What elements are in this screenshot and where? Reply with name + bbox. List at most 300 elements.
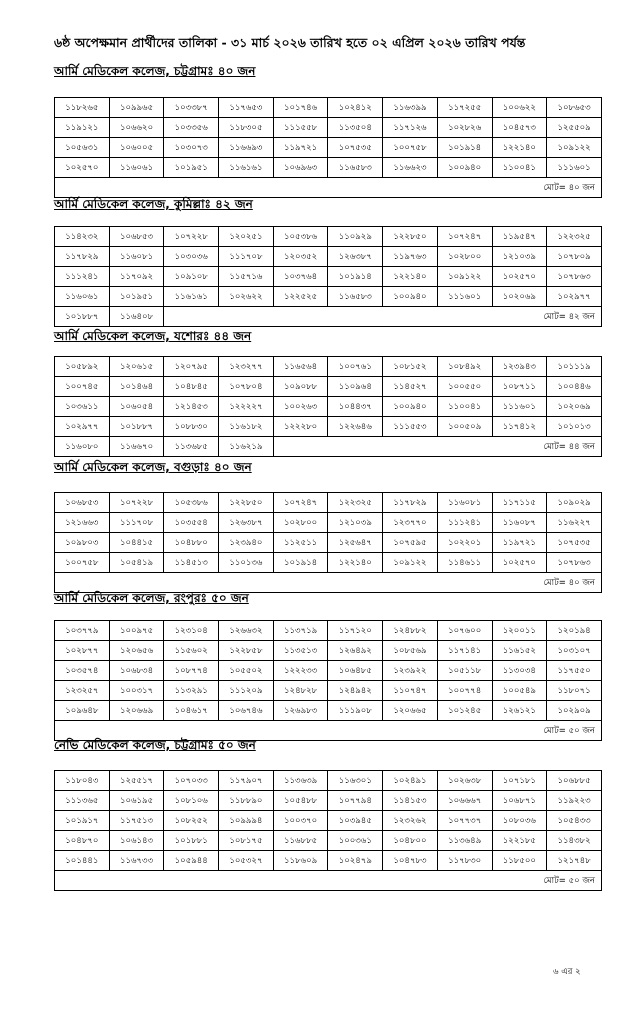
table-row xyxy=(55,138,602,158)
roll-cell: ১০৪৮৪৫ xyxy=(164,377,219,397)
roll-cell: ১১৭৫১৩ xyxy=(109,811,164,831)
roll-cell: ১০৭৫৩৫ xyxy=(328,138,383,158)
roll-cell: ১১৪৬১১ xyxy=(437,553,492,573)
roll-cell: ১০১৯১৪ xyxy=(273,553,328,573)
roll-cell: ১০২৯৭৭ xyxy=(547,287,602,307)
roll-cell: ১০০৫৫০ xyxy=(437,377,492,397)
roll-cell: ১২০৬৬৫ xyxy=(383,701,438,721)
roll-cell: ১২২২৩৩ xyxy=(273,661,328,681)
roll-cell: ১১৪২৩২ xyxy=(55,227,110,247)
roll-cell: ১১৩২৯১ xyxy=(164,681,219,701)
roll-cell: ১০৬০৫৪ xyxy=(109,397,164,417)
roll-cell: ১২২৮৫০ xyxy=(219,493,274,513)
roll-cell: ১২০২৫১ xyxy=(219,227,274,247)
roll-cell: ১১৭৬৫৩ xyxy=(219,98,274,118)
roll-cell: ১০৩০৩৬ xyxy=(164,247,219,267)
roll-cell: ১০৬৭৪৬ xyxy=(219,701,274,721)
roll-cell: ১০৫৮৯২ xyxy=(55,357,110,377)
roll-cell: ১১৭৮২৯ xyxy=(383,493,438,513)
roll-cell: ১১৩৫০৪ xyxy=(328,118,383,138)
roll-cell: ১০০৬২২ xyxy=(492,98,547,118)
table-row xyxy=(55,158,602,178)
section-heading: আর্মি মেডিকেল কলেজ, যশোরঃ ৪৪ জন xyxy=(54,329,252,343)
table-row xyxy=(55,227,602,247)
roll-cell: ১০৩১০৭ xyxy=(547,641,602,661)
roll-cell: ১১৬২১৯ xyxy=(219,437,274,457)
roll-cell: ১২৫৬৪৭ xyxy=(328,533,383,553)
roll-cell: ১১৬৭৩৩ xyxy=(109,851,164,871)
roll-cell: ১১৯৭২১ xyxy=(492,533,547,553)
roll-cell: ১১৯৭২১ xyxy=(273,138,328,158)
roll-cell: ১০৬১৯৫ xyxy=(109,791,164,811)
roll-cell: ১১৯২২৩ xyxy=(547,791,602,811)
table-row xyxy=(55,771,602,791)
roll-cell: ১২১৬৬৩ xyxy=(55,513,110,533)
roll-cell: ১২২৩২৫ xyxy=(328,493,383,513)
roll-cell: ১০৪৮৮০ xyxy=(164,533,219,553)
roll-cell: ১০২৮৭৭ xyxy=(55,641,110,661)
roll-cell: ১২৬৩৮৭ xyxy=(219,513,274,533)
roll-cell: ১১৬৫৬৪ xyxy=(273,357,328,377)
roll-cell: ১১৬৫৮৩ xyxy=(328,158,383,178)
roll-cell: ১০৯৯৬৫ xyxy=(109,98,164,118)
roll-cell: ১২৬৯৮৩ xyxy=(273,701,328,721)
table-row xyxy=(55,811,602,831)
roll-cell: ১১৭১১৫ xyxy=(492,493,547,513)
roll-cell: ১১৮০৭১ xyxy=(547,681,602,701)
roll-cell: ১০১৯১৪ xyxy=(437,138,492,158)
roll-cell: ১০৫৪১৯ xyxy=(109,553,164,573)
roll-cell: ১১১৭০৮ xyxy=(109,513,164,533)
roll-cell: ১০৭২৪৭ xyxy=(273,493,328,513)
roll-cell: ১২৩২৭৭ xyxy=(219,357,274,377)
roll-cell: ১২১০৩৯ xyxy=(328,513,383,533)
table-row xyxy=(55,791,602,811)
roll-cell: ১১৩৬৮৫ xyxy=(164,437,219,457)
roll-cell: ১১৪৫১৩ xyxy=(164,553,219,573)
roll-cell: ১০৩৩৫৬ xyxy=(164,118,219,138)
table-row xyxy=(55,661,602,681)
roll-cell: ১২২৩২৫ xyxy=(547,227,602,247)
roll-cell: ১২৫৫০৯ xyxy=(547,118,602,138)
roll-cell: ১১৭১২৬ xyxy=(383,118,438,138)
roll-cell: ১১১৫৫৩ xyxy=(383,417,438,437)
roll-cell: ১২৩৯৪০ xyxy=(219,533,274,553)
roll-cell: ১০৮৭১১ xyxy=(492,377,547,397)
roll-cell: ১০০৭৫৮ xyxy=(55,553,110,573)
roll-cell: ১০১৮৮১ xyxy=(164,831,219,851)
roll-cell: ১১০৯২৯ xyxy=(328,227,383,247)
roll-cell: ১০৬৮৫৩ xyxy=(55,493,110,513)
table-row xyxy=(55,377,602,397)
roll-cell: ১২৪৮৮২ xyxy=(383,621,438,641)
roll-cell: ১১১৬০১ xyxy=(547,158,602,178)
roll-cell: ১১৭২৫৫ xyxy=(437,98,492,118)
roll-cell: ১২৩৯৪৩ xyxy=(492,357,547,377)
roll-cell: ১০০৯৪০ xyxy=(383,287,438,307)
roll-cell: ১০৬৮৭১ xyxy=(492,791,547,811)
roll-cell: ১০৮৫৬৯ xyxy=(383,641,438,661)
roll-cell: ১০৭১৮১ xyxy=(492,771,547,791)
table-row xyxy=(55,681,602,701)
roll-cell: ১০১৪৪১ xyxy=(55,851,110,871)
roll-cell: ১১১৫৫৮ xyxy=(273,118,328,138)
table-row xyxy=(55,437,602,457)
roll-cell: ১০০৯৪০ xyxy=(383,397,438,417)
roll-cell: ১১৭৮২৯ xyxy=(55,247,110,267)
roll-cell: ১০২৫৭০ xyxy=(492,553,547,573)
roll-cell: ১১১২৪১ xyxy=(55,267,110,287)
roll-cell: ১১০৭৪৭ xyxy=(383,681,438,701)
roll-cell: ১০৫৫০২ xyxy=(219,661,274,681)
page-number: ৬ এর ২ xyxy=(553,967,581,977)
roll-cell: ১০৪৪১৫ xyxy=(109,533,164,553)
roll-cell: ১০২০৬৯ xyxy=(492,287,547,307)
roll-cell: ১১৯৫৪৭ xyxy=(492,227,547,247)
roll-cell: ১১০০৪১ xyxy=(492,158,547,178)
roll-cell: ১০১৯৫১ xyxy=(164,158,219,178)
roll-cell: ১০৯১০৮ xyxy=(164,267,219,287)
roll-cell: ১০১৪৬৪ xyxy=(109,377,164,397)
roll-cell: ১১৭৮৩০ xyxy=(437,851,492,871)
roll-cell: ১০৪৪৩৭ xyxy=(328,397,383,417)
table-row xyxy=(55,701,602,721)
roll-cell: ১১৪৫২৭ xyxy=(383,377,438,397)
roll-cell: ১১০১৩৬ xyxy=(219,553,274,573)
roll-cell: ১০৭২২৮ xyxy=(164,227,219,247)
roll-cell: ১০৮৮৩০ xyxy=(164,417,219,437)
roll-cell: ১১০৯৬৪ xyxy=(328,377,383,397)
roll-cell: ১০৫৩৮৬ xyxy=(273,227,328,247)
roll-cell: ১০২৪৯১ xyxy=(383,771,438,791)
roll-cell: ১২৬১২১ xyxy=(492,701,547,721)
roll-cell: ১০৬০০৫ xyxy=(109,138,164,158)
roll-cell: ১১১৯০৮ xyxy=(328,701,383,721)
roll-cell: ১০৩৫৭৪ xyxy=(55,661,110,681)
roll-cell: ১১৫৭১৬ xyxy=(219,267,274,287)
roll-cell: ১১৩৫১৩ xyxy=(273,641,328,661)
roll-cell: ১১৬৪০৮ xyxy=(109,307,164,327)
roll-cell: ১১৬১৫২ xyxy=(492,641,547,661)
roll-cell: ১১১৬০১ xyxy=(492,397,547,417)
roll-cell: ১০২৬৩৮ xyxy=(437,771,492,791)
roll-cell: ১০৭৭৯৪ xyxy=(328,791,383,811)
total-cell: মোট= ৪০ জন xyxy=(55,178,602,198)
roll-cell: ১০২৫৭০ xyxy=(492,267,547,287)
roll-cell: ১০৫১১৮ xyxy=(437,661,492,681)
roll-cell: ১০৯৯৯৪ xyxy=(219,811,274,831)
table-row xyxy=(55,831,602,851)
roll-table xyxy=(54,620,602,741)
roll-cell: ১০৬৪৮৫ xyxy=(328,661,383,681)
total-cell: মোট= ৫০ জন xyxy=(55,871,602,891)
roll-cell: ১১৭৪১২ xyxy=(492,417,547,437)
roll-cell: ১২২৫২৫ xyxy=(273,287,328,307)
roll-cell: ১০৩৭৬৪ xyxy=(273,267,328,287)
roll-cell: ১০৪৬১৭ xyxy=(164,701,219,721)
table-row xyxy=(55,287,602,307)
roll-table xyxy=(54,356,602,457)
roll-cell: ১১৩৭১৯ xyxy=(273,621,328,641)
roll-cell: ১২১৭৪৮ xyxy=(547,851,602,871)
roll-cell: ১২৪৮২৮ xyxy=(273,681,328,701)
roll-cell: ১১৭৯০৭ xyxy=(219,771,274,791)
roll-cell: ১১৬২২৭ xyxy=(547,513,602,533)
roll-cell: ১০৭৮৬৩ xyxy=(547,267,602,287)
roll-cell: ১০৯১২২ xyxy=(437,267,492,287)
table-row xyxy=(55,118,602,138)
roll-cell: ১০০৫০৯ xyxy=(437,417,492,437)
roll-cell: ১২২১৮৫ xyxy=(492,831,547,851)
roll-table xyxy=(54,770,602,891)
section-heading: নেভি মেডিকেল কলেজ, চট্টগ্রামঃ ৫০ জন xyxy=(54,738,256,752)
roll-cell: ১০১৯৫১ xyxy=(109,287,164,307)
roll-cell: ১০১০১৩ xyxy=(547,417,602,437)
roll-cell: ১১৩৬৩৯ xyxy=(273,771,328,791)
roll-cell: ১২২১৪০ xyxy=(383,267,438,287)
roll-cell: ১০৯৮০৩ xyxy=(55,533,110,553)
roll-cell: ১০৫৩৮৬ xyxy=(164,493,219,513)
roll-cell: ১০৮১৫২ xyxy=(383,357,438,377)
roll-cell: ১০৩৭৭৯ xyxy=(55,621,110,641)
table-row xyxy=(55,851,602,871)
total-row xyxy=(55,178,602,198)
roll-cell: ১০৮৭৭৪ xyxy=(164,661,219,681)
roll-cell: ১০০৭৪৫ xyxy=(55,377,110,397)
roll-table xyxy=(54,226,602,327)
roll-cell: ১১৮৮৯০ xyxy=(219,791,274,811)
roll-cell: ১১৪৩৮২ xyxy=(547,831,602,851)
roll-cell: ১১৬০৮৭ xyxy=(492,513,547,533)
roll-cell: ১২৪৯৪২ xyxy=(328,681,383,701)
roll-cell: ১২২২২৭ xyxy=(219,397,274,417)
roll-cell: ১২২৮৫৮ xyxy=(219,641,274,661)
roll-cell: ১০৫৯৪৪ xyxy=(164,851,219,871)
roll-cell: ১১৬৫৮৩ xyxy=(328,287,383,307)
roll-cell: ১১৪১৫৩ xyxy=(383,791,438,811)
roll-cell: ১২৩২৫৭ xyxy=(55,681,110,701)
roll-cell: ১২২১৪০ xyxy=(328,553,383,573)
roll-cell: ১১৬৬৯৩ xyxy=(219,138,274,158)
roll-cell: ১০৩৬১১ xyxy=(55,397,110,417)
roll-cell: ১০৪৮০০ xyxy=(383,831,438,851)
roll-cell: ১০১২৪৫ xyxy=(437,701,492,721)
roll-cell: ১১১৩৬৫ xyxy=(55,791,110,811)
total-cell: মোট= ৪০ জন xyxy=(55,573,602,593)
roll-cell: ১০৯১২২ xyxy=(547,138,602,158)
roll-cell: ১০৭৮০৯ xyxy=(547,247,602,267)
roll-cell: ১১৭১২০ xyxy=(328,621,383,641)
roll-cell: ১০৮১০৬ xyxy=(164,791,219,811)
roll-cell: ১০৫৬৩১ xyxy=(55,138,110,158)
table-row xyxy=(55,357,602,377)
roll-cell: ১১৮০৪৩ xyxy=(55,771,110,791)
roll-cell: ১১০০৪১ xyxy=(437,397,492,417)
roll-cell: ১১৭১৪১ xyxy=(437,641,492,661)
roll-cell: ১১৬০৬১ xyxy=(55,287,110,307)
roll-cell: ১০৪৫৭৩ xyxy=(492,118,547,138)
roll-cell: ১০০৯৭৫ xyxy=(109,621,164,641)
roll-cell: ১০৬৬৬৭ xyxy=(437,791,492,811)
roll-cell: ১০৮২৫২ xyxy=(164,811,219,831)
roll-cell: ১০১৭৪৬ xyxy=(273,98,328,118)
roll-cell: ১১২৫১১ xyxy=(273,533,328,553)
roll-cell: ১০৬৮৮৫ xyxy=(547,771,602,791)
roll-cell: ১১৮৩০৫ xyxy=(219,118,274,138)
roll-cell: ১২১০৩৯ xyxy=(492,247,547,267)
roll-cell: ১১৭০৯২ xyxy=(109,267,164,287)
table-row xyxy=(55,533,602,553)
roll-cell: ১২০১৯৪ xyxy=(547,621,602,641)
roll-cell: ১০২৮২৬ xyxy=(437,118,492,138)
section-heading: আর্মি মেডিকেল কলেজ, বগুড়াঃ ৪০ জন xyxy=(54,460,252,474)
roll-cell: ১১৩৬৪৯ xyxy=(437,831,492,851)
roll-cell: ১১১৬০১ xyxy=(437,287,492,307)
roll-cell: ১০৯৬৪৮ xyxy=(55,701,110,721)
roll-cell: ১০১৯১৭ xyxy=(55,811,110,831)
roll-cell: ১০০৭৭৪ xyxy=(437,681,492,701)
roll-cell: ১২৩১০৪ xyxy=(164,621,219,641)
roll-cell: ১২৩২৬২ xyxy=(383,811,438,831)
table-row xyxy=(55,247,602,267)
roll-cell: ১১৬৬২৩ xyxy=(383,158,438,178)
roll-cell: ১২৩৭৭০ xyxy=(383,513,438,533)
roll-cell: ১০৩০৭৩ xyxy=(164,138,219,158)
roll-cell: ১০২৫৭০ xyxy=(55,158,110,178)
roll-cell: ১১৬১৬১ xyxy=(219,158,274,178)
roll-cell: ১০৭০৩৩ xyxy=(164,771,219,791)
roll-cell: ১০১৮৮৭ xyxy=(55,307,110,327)
roll-cell: ১০০৩১৭ xyxy=(109,681,164,701)
roll-cell: ১০১৯১৪ xyxy=(328,267,383,287)
roll-cell: ১০৯০২৯ xyxy=(547,493,602,513)
roll-cell: ১০১১১৯ xyxy=(547,357,602,377)
roll-cell: ১০৯১২২ xyxy=(383,553,438,573)
roll-cell: ১২৫৫১৭ xyxy=(109,771,164,791)
roll-cell: ১০০৭৫৮ xyxy=(383,138,438,158)
roll-cell: ১০২৯৭৭ xyxy=(55,417,110,437)
page-title: ৬ষ্ঠ অপেক্ষমান প্রার্থীদের তালিকা - ৩১ মার্চ ২০২৬ তারিখ হতে ০২ এপ্রিল ২০২৬ তারিখ পর্যন্ত xyxy=(54,35,526,50)
section-heading: আর্মি মেডিকেল কলেজ, রংপুরঃ ৫০ জন xyxy=(54,591,249,605)
total-row xyxy=(55,871,602,891)
roll-cell: ১২০৬১৫ xyxy=(109,357,164,377)
roll-cell: ১০৭৮০৪ xyxy=(219,377,274,397)
roll-cell: ১০২৮০০ xyxy=(437,247,492,267)
section-heading: আর্মি মেডিকেল কলেজ, চট্টগ্রামঃ ৪০ জন xyxy=(54,64,256,78)
total-cell: মোট= ৪৪ জন xyxy=(273,437,601,457)
roll-cell: ১০২০৬৯ xyxy=(547,397,602,417)
table-row xyxy=(55,307,602,327)
roll-cell: ১১১২০৯ xyxy=(219,681,274,701)
roll-cell: ১০৯০৮৮ xyxy=(273,377,328,397)
roll-cell: ১১৩০৩৪ xyxy=(492,661,547,681)
roll-cell: ১০০৪৪৬ xyxy=(547,377,602,397)
roll-cell: ১২৬৪৯২ xyxy=(328,641,383,661)
roll-cell: ১০৩৫৫৪ xyxy=(164,513,219,533)
roll-cell: ১২০৬৫৬ xyxy=(109,641,164,661)
roll-cell: ১০৭৫৯৫ xyxy=(383,533,438,553)
roll-cell: ১০০৯৪০ xyxy=(437,158,492,178)
roll-cell: ১১৮৬০৯ xyxy=(273,851,328,871)
roll-cell: ১০২৯০৯ xyxy=(547,701,602,721)
roll-cell: ১০৫৪৩৩ xyxy=(547,811,602,831)
total-cell: মোট= ৪২ জন xyxy=(164,307,602,327)
roll-cell: ১২১৪৫৩ xyxy=(164,397,219,417)
roll-cell: ১১৭৫৫০ xyxy=(547,661,602,681)
roll-cell: ১০৭২২৮ xyxy=(109,493,164,513)
roll-cell: ১০৬৮৩৪ xyxy=(109,661,164,681)
roll-cell: ১২৩৯২২ xyxy=(383,661,438,681)
table-row xyxy=(55,397,602,417)
roll-cell: ১১১৭০৮ xyxy=(219,247,274,267)
table-row xyxy=(55,417,602,437)
roll-cell: ১১৬৩০১ xyxy=(328,771,383,791)
roll-cell: ১০৫৪৮৮ xyxy=(273,791,328,811)
table-row xyxy=(55,267,602,287)
roll-cell: ১০৪৮৭০ xyxy=(55,831,110,851)
roll-cell: ১০০৩৭০ xyxy=(273,811,328,831)
roll-cell: ১০০৩৬১ xyxy=(328,831,383,851)
roll-cell: ১০৮৬৫৩ xyxy=(547,98,602,118)
roll-cell: ১২৬৬৩২ xyxy=(219,621,274,641)
section-heading: আর্মি মেডিকেল কলেজ, কুমিল্লাঃ ৪২ জন xyxy=(54,197,253,211)
roll-cell: ১০২৪১২ xyxy=(328,98,383,118)
table-row xyxy=(55,513,602,533)
roll-cell: ১০৩৯৪৫ xyxy=(328,811,383,831)
roll-cell: ১১৫৬০২ xyxy=(164,641,219,661)
roll-cell: ১০০৭৬১ xyxy=(328,357,383,377)
roll-cell: ১১৮২৬৫ xyxy=(55,98,110,118)
roll-cell: ১০৬৮৫৩ xyxy=(109,227,164,247)
roll-cell: ১০৬৯৬৩ xyxy=(273,158,328,178)
table-row xyxy=(55,641,602,661)
roll-cell: ১০০২৬৩ xyxy=(273,397,328,417)
roll-cell: ১০৮১৭৫ xyxy=(219,831,274,851)
roll-cell: ১০৪৭৮৩ xyxy=(383,851,438,871)
roll-cell: ১০২৮০০ xyxy=(273,513,328,533)
roll-cell: ১২০৭৯৫ xyxy=(164,357,219,377)
roll-cell: ১০৫৩২৭ xyxy=(219,851,274,871)
roll-cell: ১০৮০৩৬ xyxy=(492,811,547,831)
roll-cell: ১২০৩৫২ xyxy=(273,247,328,267)
roll-cell: ১২২২৮০ xyxy=(273,417,328,437)
roll-cell: ১১৬৩৯৯ xyxy=(383,98,438,118)
roll-cell: ১০৬৬২০ xyxy=(109,118,164,138)
roll-cell: ১২২৮৫০ xyxy=(383,227,438,247)
total-cell: মোট= ৫০ জন xyxy=(55,721,602,741)
roll-cell: ১২২৬৪৬ xyxy=(328,417,383,437)
roll-cell: ১২০০১১ xyxy=(492,621,547,641)
roll-cell: ১১৯৭৬৩ xyxy=(383,247,438,267)
table-row xyxy=(55,553,602,573)
roll-cell: ১১৬৮৮৫ xyxy=(273,831,328,851)
roll-table xyxy=(54,97,602,198)
roll-cell: ১১৬৬৭০ xyxy=(109,437,164,457)
roll-cell: ১০৭৭৩৭ xyxy=(437,811,492,831)
roll-cell: ১২২১৪০ xyxy=(492,138,547,158)
roll-cell: ১২৬৩৮৭ xyxy=(328,247,383,267)
roll-cell: ১০২২০১ xyxy=(437,533,492,553)
roll-cell: ১০৮৪৯২ xyxy=(437,357,492,377)
table-row xyxy=(55,98,602,118)
roll-cell: ১১৬০৮১ xyxy=(109,247,164,267)
roll-cell: ১০১৮৮৭ xyxy=(109,417,164,437)
roll-cell: ১০৩৩৮৭ xyxy=(164,98,219,118)
roll-cell: ১০৭৫৩৫ xyxy=(547,533,602,553)
roll-cell: ১০২৪৭৯ xyxy=(328,851,383,871)
table-row xyxy=(55,621,602,641)
roll-cell: ১০৭৮৬৩ xyxy=(547,553,602,573)
